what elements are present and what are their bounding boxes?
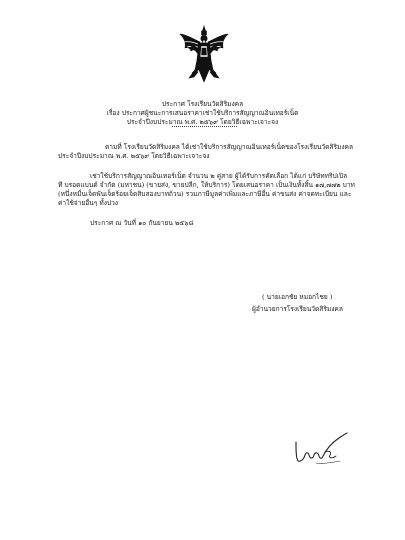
announcement-fiscal-year: ประจำปีงบประมาณ พ.ศ. ๒๕๖๙ โดยวิธีเฉพาะเจาะจง <box>126 118 279 126</box>
paragraph-1-line-2: ประจำปีงบประมาณ พ.ศ. ๒๕๖๙ โดยวิธีเฉพาะเจาะจง <box>58 152 210 160</box>
paragraph-1-line-1: ตามที่ โรงเรียนวัดสิริมงคล ได้เช่าใช้บริการสัญญาณอินเทอร์เน็ตของโรงเรียนวัดสิริมงคล <box>105 143 354 151</box>
paragraph-2-line-4: ค่าใช้จ่ายอื่นๆ ทั้งปวง <box>58 199 119 207</box>
signatory-name: ( นายเอกชัย หมอกไชย ) <box>262 293 333 301</box>
garuda-emblem-icon <box>178 24 230 90</box>
announcement-heading: ประกาศ โรงเรียนวัดสิริมงคล <box>161 100 244 108</box>
paragraph-2-line-1: เช่าใช้บริการสัญญาณอินเทอร์เน็ต จำนวน ๒ คู่สาย ผู้ได้รับการคัดเลือก ได้แก่ บริษัททริปเปิล <box>90 172 348 180</box>
announcement-subject: เรื่อง ประกาศผู้ชนะการเสนอราคาเช่าใช้บริการสัญญาณอินเทอร์เน็ต <box>106 109 299 117</box>
paragraph-2-line-3: (หนึ่งหมื่นเจ็ดพันเจ็ดร้อยเจ็ดสิบสองบาทถ้วน) รวมภาษีมูลค่าเพิ่มและภาษีอื่น ค่าขนส่ง ค่าจดทะเบียน และ <box>58 190 352 198</box>
separator-dotted-line <box>172 126 237 127</box>
announcement-date: ประกาศ ณ วันที่ ๑๐ กันยายน ๒๕๖๘ <box>90 219 194 227</box>
signatory-position: ผู้อำนวยการโรงเรียนวัดสิริมงคล <box>252 305 343 313</box>
handwritten-signature <box>292 428 350 468</box>
paragraph-2-line-2: ที บรอดแบนด์ จำกัด (มหาชน) (ขายส่ง, ขายปลีก, ให้บริการ) โดยเสนอราคา เป็นเงินทั้งสิ้น ๑๗,๗๗๒ บาท <box>58 181 355 189</box>
